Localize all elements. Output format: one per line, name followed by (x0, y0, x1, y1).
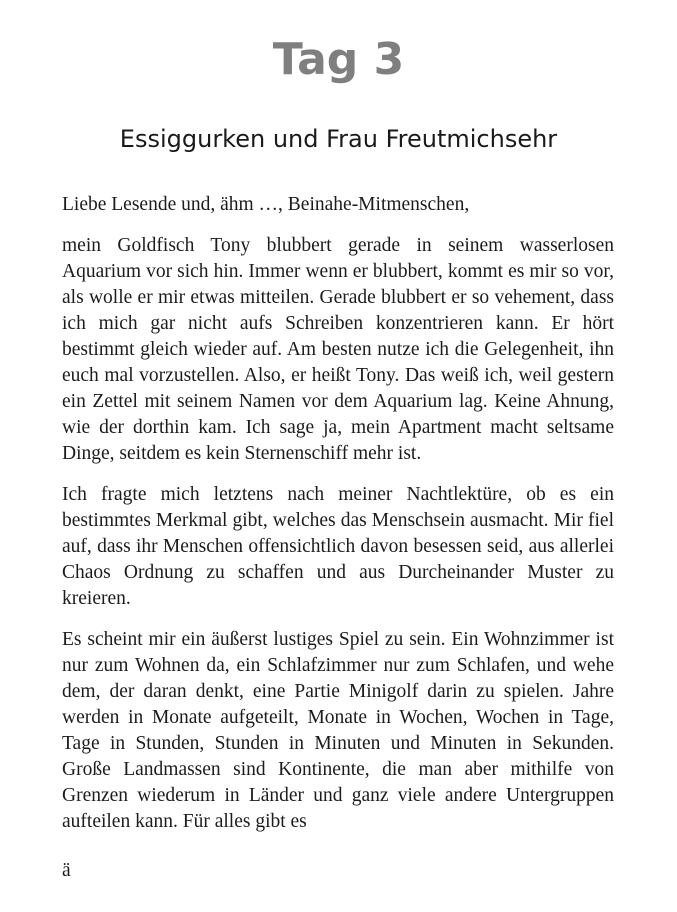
cut-off-line: ä (62, 860, 71, 881)
salutation: Liebe Lesende und, ähm …, Beinahe-Mitmenschen, (62, 194, 470, 215)
body-text (62, 192, 614, 850)
chapter-subtitle: Essiggurken und Frau Freutmichsehr (119, 125, 558, 153)
paragraph-3: Es scheint mir ein äußerst lustiges Spiel zu sein. Ein Wohnzimmer ist nur zum Wohnen da, ein Schlafzimmer nur zum Schlafen, und wehe dem, der daran denkt, eine Partie Minigolf darin zu spielen. Jahre werden in Monate aufgeteilt, Monate in Wochen, Wochen in Tage, Tage in Stunden, Stunden in Minuten und Minuten in Sekunden. Große Landmassen sind Kontinente, die man aber mithilfe von Grenzen wiederum in Länder und ganz viele andere Untergruppen aufteilen kann. Für alles gibt es (62, 629, 614, 832)
paragraph-2: Ich fragte mich letztens nach meiner Nachtlektüre, ob es ein bestimmtes Merkmal gibt, welches das Menschsein ausmacht. Mir fiel auf, dass ihr Menschen offensichtlich davon besessen seid, aus allerlei Chaos Ordnung zu schaffen und aus Durcheinander Muster zu kreieren. (62, 484, 614, 609)
chapter-title: Tag 3 (272, 34, 405, 85)
paragraph-1: mein Goldfisch Tony blubbert gerade in seinem wasserlosen Aquarium vor sich hin. Immer wenn er blubbert, kommt es mir so vor, als wolle er mir etwas mitteilen. Gerade blubbert er so vehement, dass ich mich gar nicht aufs Schreiben konzentrieren kann. Er hört bestimmt gleich wieder auf. Am besten nutze ich die Gelegenheit, ihn euch mal vorzustellen. Also, er heißt Tony. Das weiß ich, weil gestern ein Zettel mit seinem Namen vor dem Aquarium lag. Keine Ahnung, wie der dorthin kam. Ich sage ja, mein Apartment macht seltsame Dinge, seitdem es kein Sternenschiff mehr ist. (62, 235, 614, 464)
